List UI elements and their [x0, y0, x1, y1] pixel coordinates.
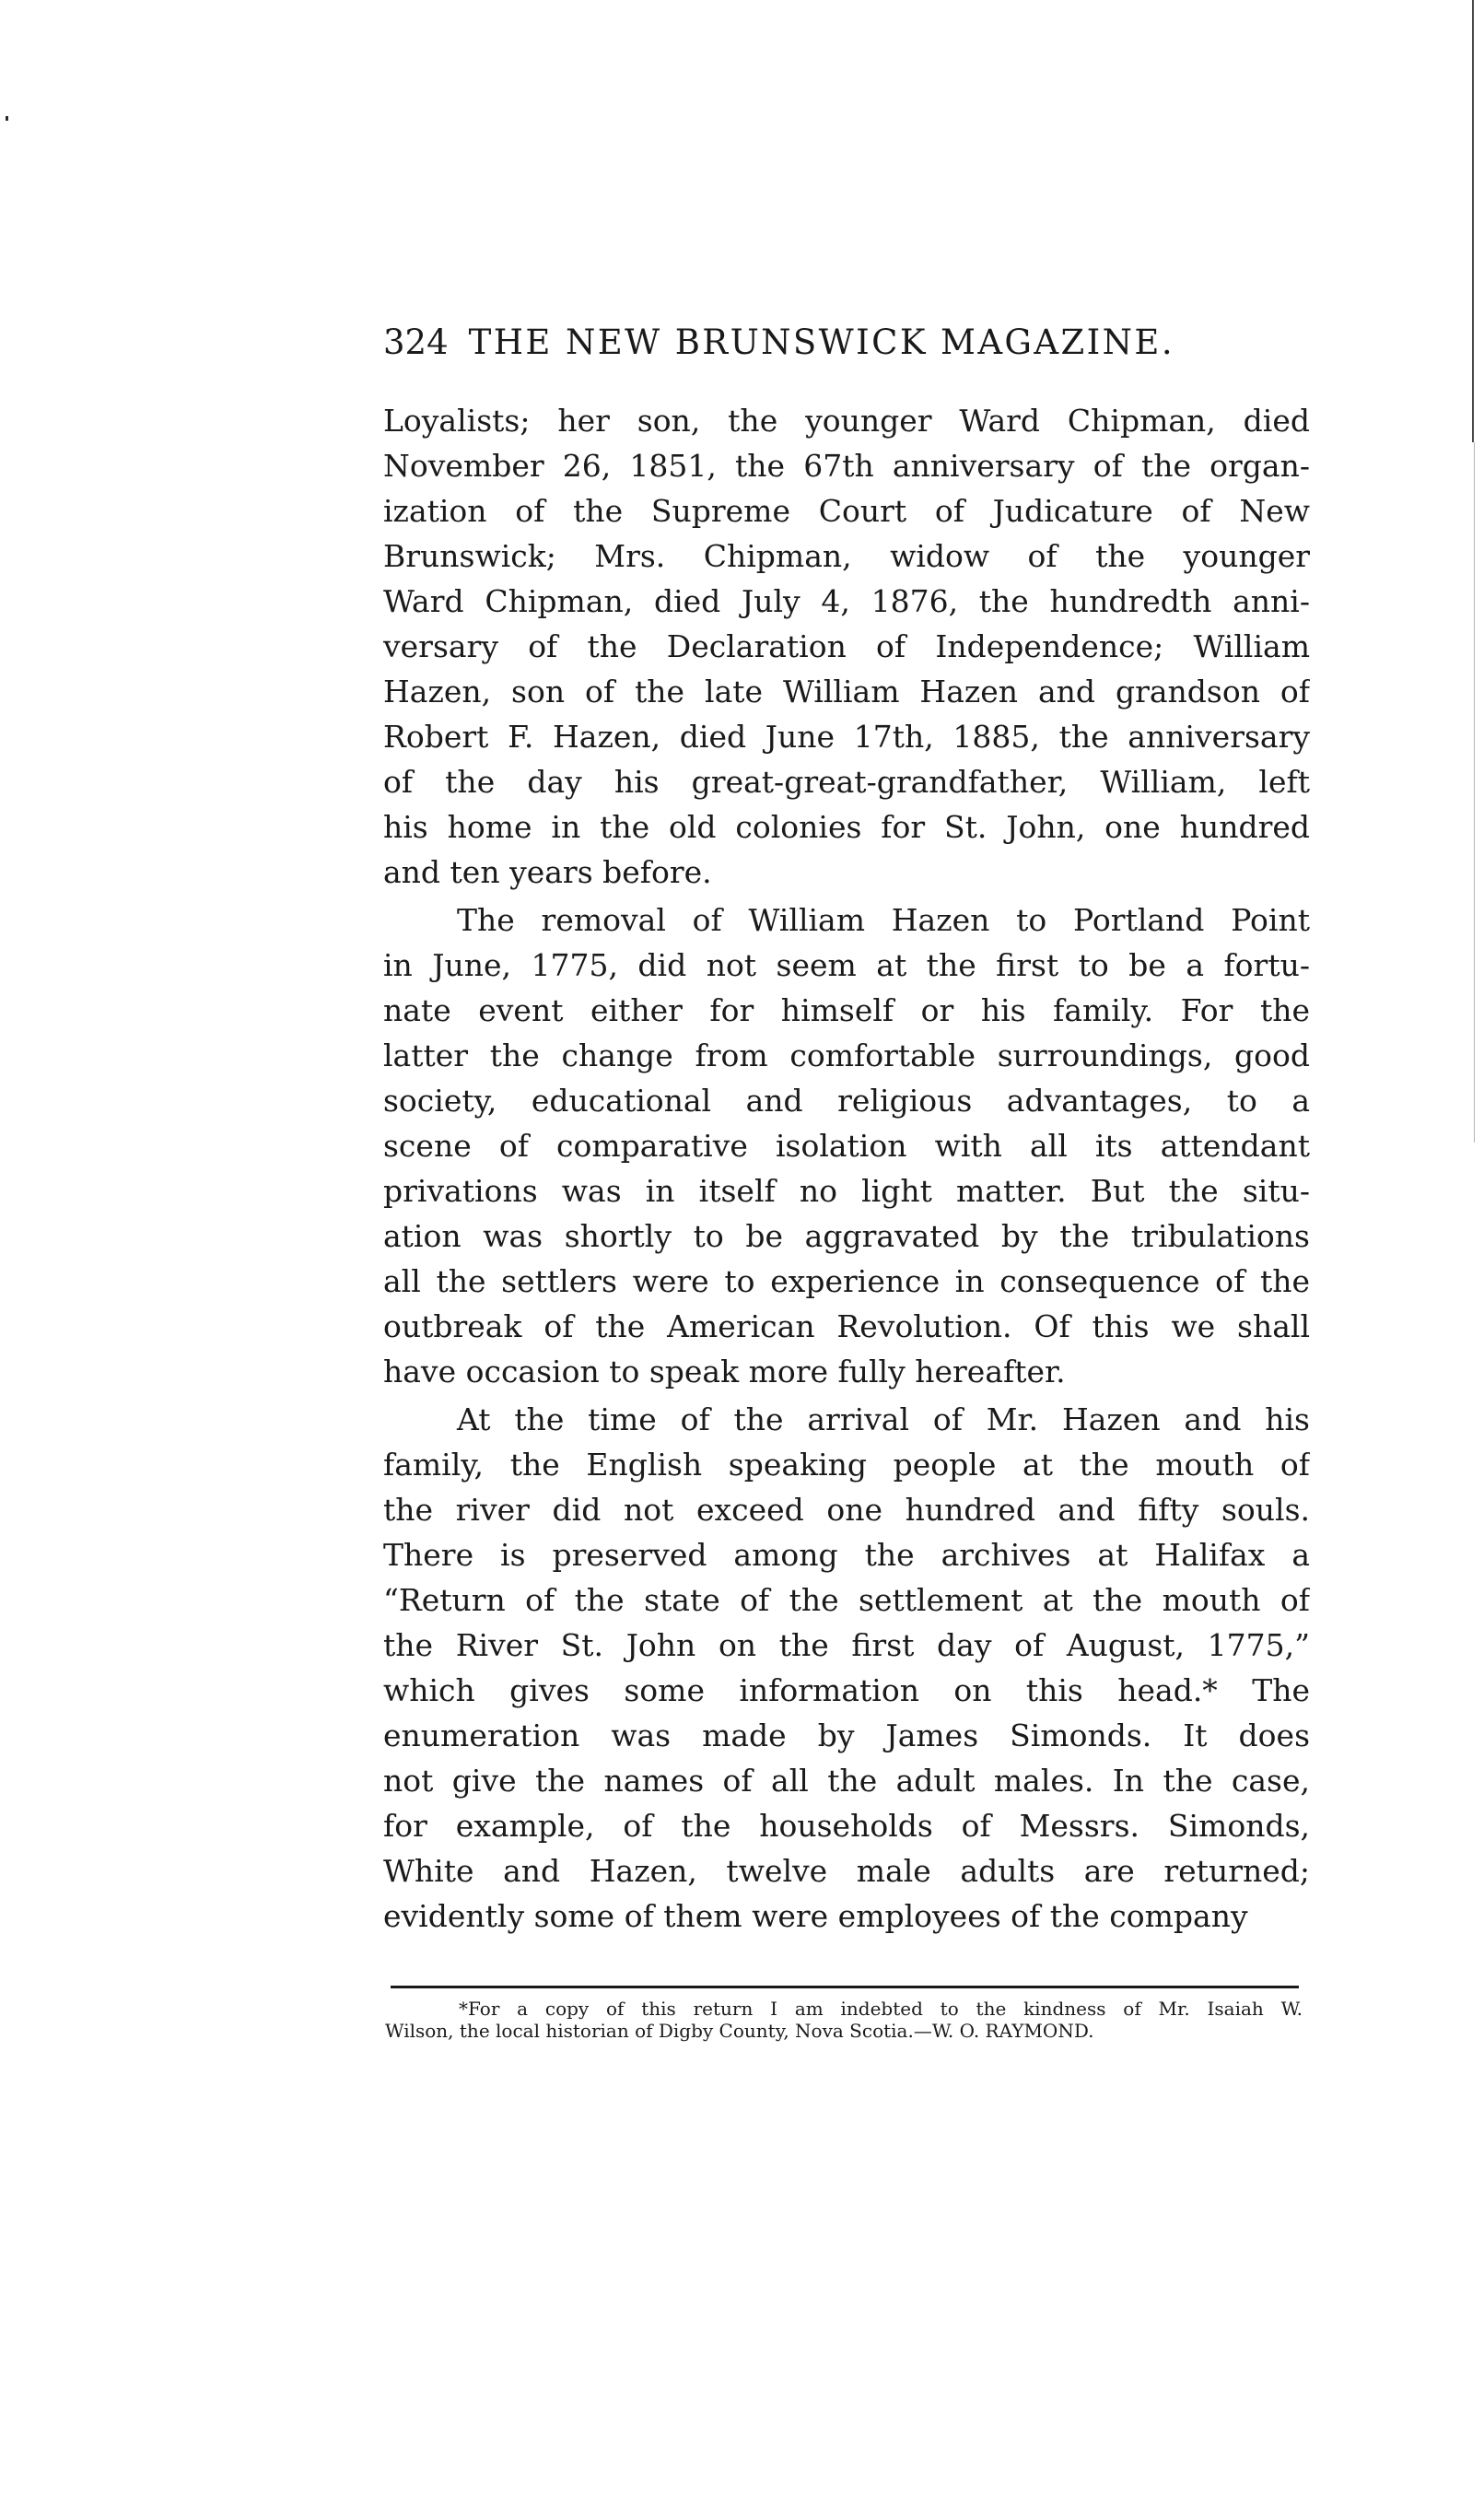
- magazine-title: THE NEW BRUNSWICK MAGAZINE.: [468, 322, 1174, 362]
- text-line: Loyalists; her son, the younger Ward Chipman, died: [383, 403, 1310, 439]
- body-text: [383, 398, 1310, 1941]
- running-head: [383, 322, 1304, 378]
- footnote-rule: [391, 1986, 1299, 1988]
- text-line: which gives some information on this head.* The: [383, 1672, 1310, 1708]
- footnote-line: Wilson, the local historian of Digby County, Nova Scotia.—W. O. RAYMOND.: [385, 2020, 1094, 2042]
- text-line: Hazen, son of the late William Hazen and grandson of: [383, 674, 1310, 709]
- text-line: outbreak of the American Revolution. Of this we shall: [383, 1308, 1310, 1344]
- text-line: all the settlers were to experience in consequence of the: [383, 1263, 1310, 1299]
- text-line: “Return of the state of the settlement at the mouth of: [383, 1582, 1310, 1618]
- paragraph: [383, 1397, 1310, 1939]
- text-line: latter the change from comfortable surroundings, good: [383, 1037, 1310, 1073]
- paragraph: [383, 398, 1310, 895]
- text-line: society, educational and religious advantages, to a: [383, 1083, 1310, 1119]
- text-line: privations was in itself no light matter. But the situ-: [383, 1173, 1310, 1209]
- text-line: and ten years before.: [383, 854, 712, 890]
- text-line: not give the names of all the adult males. In the case,: [383, 1763, 1310, 1799]
- text-line: evidently some of them were employees of the company: [383, 1898, 1248, 1934]
- text-line: scene of comparative isolation with all its attendant: [383, 1128, 1310, 1164]
- page-edge-line-faint: [1474, 442, 1475, 1143]
- text-line: The removal of William Hazen to Portland Point: [457, 902, 1310, 938]
- text-line: Brunswick; Mrs. Chipman, widow of the younger: [383, 538, 1310, 574]
- paragraph: [383, 897, 1310, 1394]
- text-line: versary of the Declaration of Independence; William: [383, 628, 1310, 664]
- text-line: At the time of the arrival of Mr. Hazen and his: [457, 1401, 1310, 1437]
- text-line: enumeration was made by James Simonds. It does: [383, 1717, 1310, 1753]
- text-line: There is preserved among the archives at Halifax a: [383, 1537, 1310, 1573]
- text-line: the river did not exceed one hundred and fifty souls.: [383, 1492, 1310, 1528]
- text-line: family, the English speaking people at the mouth of: [383, 1447, 1310, 1483]
- text-line: Robert F. Hazen, died June 17th, 1885, the anniversary: [383, 719, 1310, 755]
- text-line: the River St. John on the first day of August, 1775,”: [383, 1627, 1310, 1663]
- text-line: ation was shortly to be aggravated by the tribulations: [383, 1218, 1310, 1254]
- text-line: have occasion to speak more fully hereafter.: [383, 1354, 1066, 1389]
- footnote-line: *For a copy of this return I am indebted to the kindness of Mr. Isaiah W.: [459, 1998, 1303, 2020]
- text-line: his home in the old colonies for St. John, one hundred: [383, 809, 1310, 845]
- text-line: White and Hazen, twelve male adults are returned;: [383, 1853, 1310, 1889]
- page-edge-line: [1472, 0, 1474, 442]
- footnote: [385, 1998, 1303, 2042]
- scan-speck: [6, 116, 8, 121]
- text-line: for example, of the households of Messrs. Simonds,: [383, 1808, 1310, 1844]
- text-line: of the day his great-great-grandfather, William, left: [383, 764, 1310, 800]
- text-line: in June, 1775, did not seem at the first to be a fortu-: [383, 947, 1310, 983]
- text-line: ization of the Supreme Court of Judicature of New: [383, 493, 1310, 529]
- text-line: Ward Chipman, died July 4, 1876, the hundredth anni-: [383, 583, 1310, 619]
- text-line: November 26, 1851, the 67th anniversary of the organ-: [383, 448, 1310, 484]
- page-number: 324: [383, 322, 449, 362]
- text-line: nate event either for himself or his family. For the: [383, 992, 1310, 1028]
